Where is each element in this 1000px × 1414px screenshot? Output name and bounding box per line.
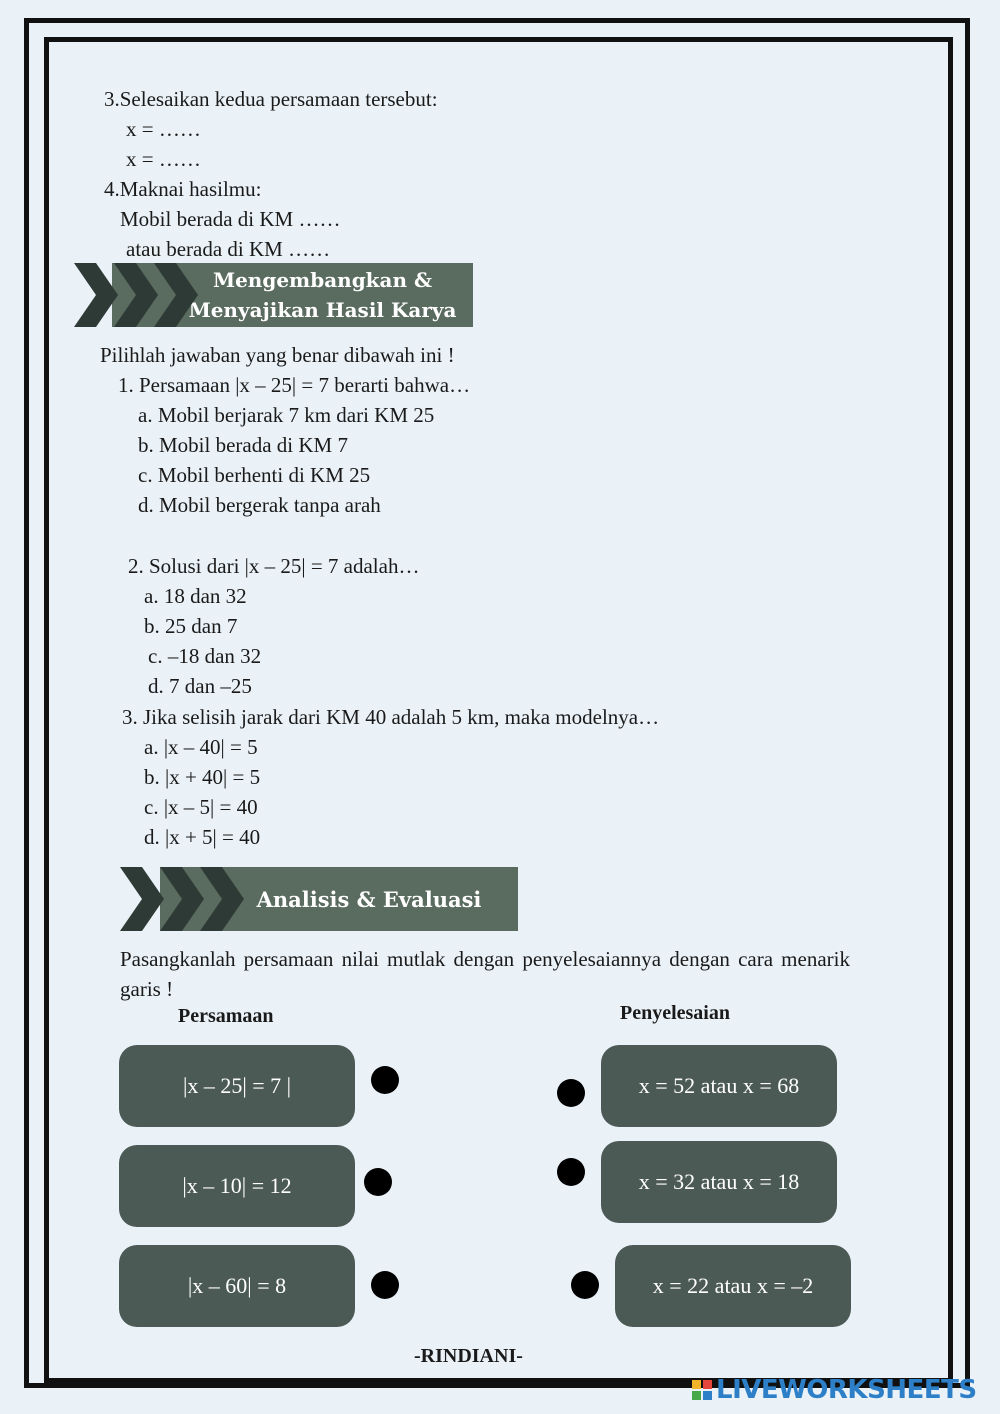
solution-box-1 xyxy=(601,1045,837,1127)
question-2-option-d[interactable]: d. 7 dan –25 xyxy=(148,674,252,698)
question-3: 3. Jika selisih jarak dari KM 40 adalah 5 km, maka modelnya… xyxy=(122,705,660,729)
liveworksheets-watermark: LIVEWORKSHEETS xyxy=(716,1375,977,1405)
question-2-option-a[interactable]: a. 18 dan 32 xyxy=(144,584,247,608)
solution-box-2 xyxy=(601,1141,837,1223)
header-persamaan: Persamaan xyxy=(178,1005,274,1027)
chevrons-icon xyxy=(74,263,214,327)
instruction-matching: Pasangkanlah persamaan nilai mutlak dengan penyelesaiannya dengan cara menarik garis ! xyxy=(120,947,850,1001)
section-title-line-1: Mengembangkan & xyxy=(212,268,433,292)
step-4-answer-1: Mobil berada di KM …… xyxy=(120,207,341,231)
liveworksheets-logo-icon xyxy=(692,1380,712,1400)
question-2: 2. Solusi dari |x – 25| = 7 adalah… xyxy=(128,554,420,578)
section-title-line-2: Menyajikan Hasil Karya xyxy=(188,298,457,322)
equation-1: |x – 25| = 7 | xyxy=(182,1073,292,1098)
step-3-answer-1: x = …… xyxy=(126,117,201,141)
equation-2: |x – 10| = 12 xyxy=(182,1173,292,1198)
header-penyelesaian: Penyelesaian xyxy=(620,1002,730,1024)
step-3-answer-2: x = …… xyxy=(126,147,201,171)
question-2-option-c[interactable]: c. –18 dan 32 xyxy=(148,644,262,668)
equation-3: |x – 60| = 8 xyxy=(187,1273,287,1298)
solution-1-connector-dot[interactable] xyxy=(557,1079,585,1107)
equation-3-connector-dot[interactable] xyxy=(371,1271,399,1299)
question-3-option-b[interactable]: b. |x + 40| = 5 xyxy=(144,765,261,789)
chevrons-icon xyxy=(120,867,260,931)
step-4: 4.Maknai hasilmu: xyxy=(104,177,262,201)
equation-1-connector-dot[interactable] xyxy=(371,1066,399,1094)
liveworksheets-logo xyxy=(692,1375,977,1405)
question-3-option-a[interactable]: a. |x – 40| = 5 xyxy=(144,735,258,759)
step-4-answer-2: atau berada di KM …… xyxy=(126,237,331,261)
equation-box-2 xyxy=(119,1145,355,1227)
author-signature: -RINDIANI- xyxy=(414,1345,523,1367)
question-1-option-d[interactable]: d. Mobil bergerak tanpa arah xyxy=(138,493,381,517)
section-title-analisis: Analisis & Evaluasi xyxy=(256,886,482,912)
solution-3: x = 22 atau x = –2 xyxy=(652,1273,814,1298)
instruction-multiple-choice: Pilihlah jawaban yang benar dibawah ini ! xyxy=(100,343,455,367)
solution-2: x = 32 atau x = 18 xyxy=(638,1169,800,1194)
solution-3-connector-dot[interactable] xyxy=(571,1271,599,1299)
question-1: 1. Persamaan |x – 25| = 7 berarti bahwa… xyxy=(118,373,471,397)
solution-box-3 xyxy=(615,1245,851,1327)
equation-box-3 xyxy=(119,1245,355,1327)
equation-box-1 xyxy=(119,1045,355,1127)
equation-2-connector-dot[interactable] xyxy=(364,1168,392,1196)
question-3-option-c[interactable]: c. |x – 5| = 40 xyxy=(144,795,258,819)
question-1-option-c[interactable]: c. Mobil berhenti di KM 25 xyxy=(138,463,371,487)
solution-2-connector-dot[interactable] xyxy=(557,1158,585,1186)
question-3-option-d[interactable]: d. |x + 5| = 40 xyxy=(144,825,261,849)
solution-1: x = 52 atau x = 68 xyxy=(638,1073,800,1098)
question-1-option-b[interactable]: b. Mobil berada di KM 7 xyxy=(138,433,348,457)
step-3: 3.Selesaikan kedua persamaan tersebut: xyxy=(104,87,438,111)
question-2-option-b[interactable]: b. 25 dan 7 xyxy=(144,614,238,638)
question-1-option-a[interactable]: a. Mobil berjarak 7 km dari KM 25 xyxy=(138,403,435,427)
